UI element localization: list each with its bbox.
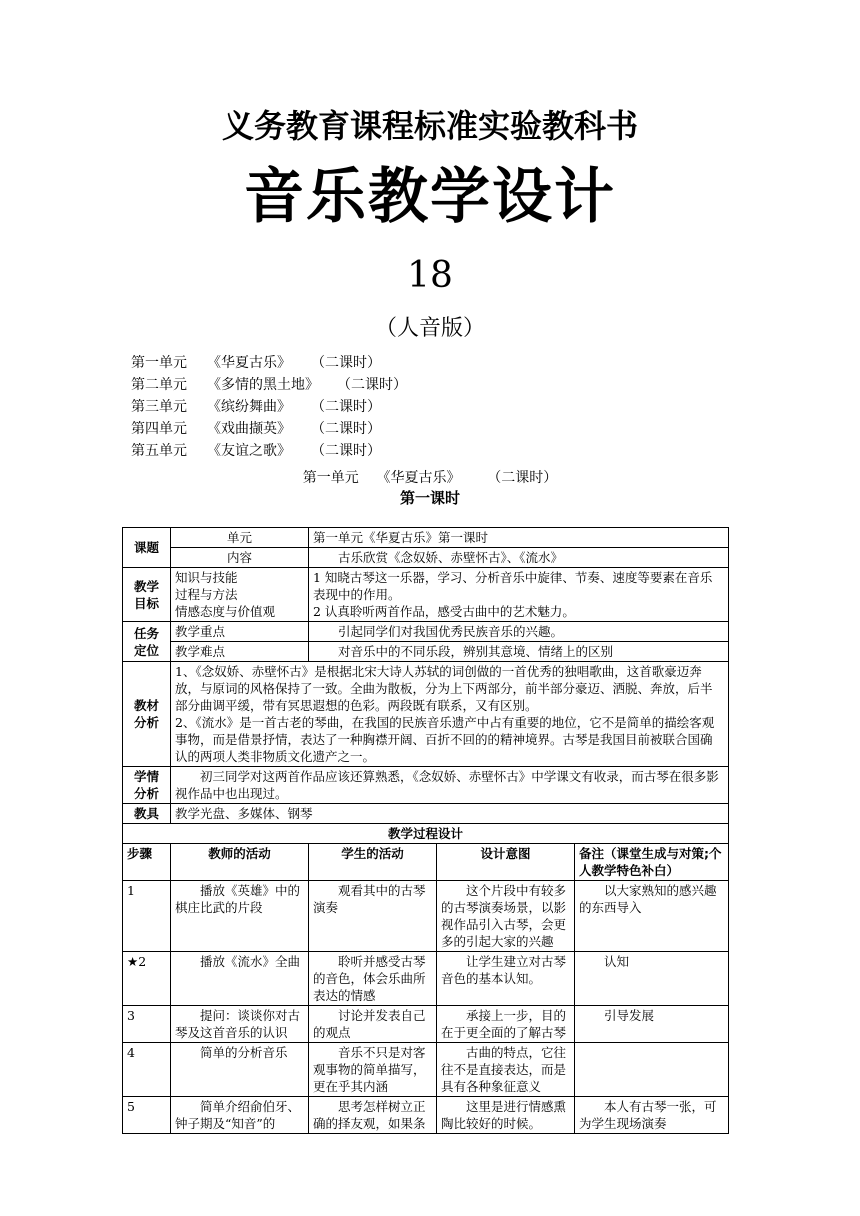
student-activity: 聆听并感受古琴的音色，体会乐曲所表达的情感 xyxy=(309,952,437,1006)
design-intent: 这里是进行情感熏陶比较好的时候。 xyxy=(437,1097,575,1134)
material-label: 教材 分析 xyxy=(123,662,171,767)
section-unit: 第一单元 xyxy=(302,470,359,486)
remark: 本人有古琴一张，可为学生现场演奏 xyxy=(575,1097,729,1134)
student-activity: 讨论并发表自己的观点 xyxy=(309,1006,437,1043)
remark: 引导发展 xyxy=(575,1006,729,1043)
unit-hours: （二课时） xyxy=(311,399,381,415)
unit-hours: （二课时） xyxy=(311,443,381,459)
grade-number: 18 xyxy=(407,255,453,296)
goal-dimension: 情感态度与价值观 xyxy=(175,604,276,619)
key-value: 引起同学们对我国优秀民族音乐的兴趣。 xyxy=(309,622,729,642)
teacher-activity: 简单介绍俞伯牙、钟子期及“知音”的 xyxy=(171,1097,309,1134)
unit-title: 《友谊之歌》 xyxy=(207,443,291,459)
remark xyxy=(575,1043,729,1097)
unit-title: 《多情的黑土地》 xyxy=(207,377,319,393)
unit-entry xyxy=(131,396,407,418)
table-row xyxy=(123,1097,729,1134)
unit-number: 第五单元 xyxy=(131,443,187,459)
book-title: 音乐教学设计 xyxy=(244,162,616,232)
lesson-plan-table xyxy=(122,527,729,1134)
table-row xyxy=(123,1006,729,1043)
material-paragraph: 2、《流水》是一首古老的琴曲，在我国的民族音乐遗产中占有重要的地位，它不是简单的描绘客观事物，而是借景抒情，表达了一种胸襟开阔、百折不回的的精神境界。古琴是我国目前被联合国确认的两项人类非物质文化遗产之一。 xyxy=(175,715,715,764)
topic-label: 课题 xyxy=(123,528,171,568)
tools-value: 教学光盘、多媒体、钢琴 xyxy=(171,804,729,824)
series-title: 义务教育课程标准实验教科书 xyxy=(221,107,638,145)
unit-hours: （二课时） xyxy=(337,377,407,393)
goal-dimension: 知识与技能 xyxy=(175,570,238,585)
process-title: 教学过程设计 xyxy=(123,824,729,844)
table-row xyxy=(123,952,729,1006)
col-header-student: 学生的活动 xyxy=(309,844,437,881)
section-heading xyxy=(0,468,860,488)
unit-entry xyxy=(131,418,407,440)
step-number: 1 xyxy=(123,881,171,952)
section-hours: （二课时） xyxy=(487,470,558,486)
teacher-activity: 播放《流水》全曲 xyxy=(171,952,309,1006)
key-label: 教学重点 xyxy=(171,622,309,642)
goal-item: 1 知晓古琴这一乐器，学习、分析音乐中旋律、节奏、速度等要素在音乐表现中的作用。 xyxy=(313,570,713,602)
step-number: 4 xyxy=(123,1043,171,1097)
table-row xyxy=(123,1043,729,1097)
student-activity: 音乐不只是对客观事物的简单描写，更在乎其内涵 xyxy=(309,1043,437,1097)
lesson-title: 第一课时 xyxy=(399,489,460,507)
edition-label: （人音版） xyxy=(374,316,485,341)
teacher-activity: 提问：谈谈你对古琴及这首音乐的认识 xyxy=(171,1006,309,1043)
unit-entry xyxy=(131,352,407,374)
table-row xyxy=(123,881,729,952)
col-header-intent: 设计意图 xyxy=(437,844,575,881)
unit-entry xyxy=(131,440,407,462)
students-label: 学情 分析 xyxy=(123,767,171,804)
tools-label: 教具 xyxy=(123,804,171,824)
goal-text xyxy=(309,568,729,622)
difficulty-value: 对音乐中的不同乐段，辨别其意境、情绪上的区别 xyxy=(309,642,729,662)
unit-number: 第四单元 xyxy=(131,421,187,437)
goal-dimensions xyxy=(171,568,309,622)
teacher-activity: 简单的分析音乐 xyxy=(171,1043,309,1097)
teacher-activity: 播放《英雄》中的棋庄比武的片段 xyxy=(171,881,309,952)
design-intent: 承接上一步，目的在于更全面的了解古琴 xyxy=(437,1006,575,1043)
design-intent: 这个片段中有较多的古琴演奏场景，以影视作品引入古琴，会更多的引起大家的兴趣 xyxy=(437,881,575,952)
goal-item: 2 认真聆听两首作品，感受古曲中的艺术魅力。 xyxy=(313,604,575,619)
material-paragraph: 1、《念奴娇、赤壁怀古》是根据北宋大诗人苏轼的词创做的一首优秀的独唱歌曲，这首歌豪迈奔放，与原词的风格保持了一致。全曲为散板，分为上下两部分，前半部分豪迈、洒脱、奔放，后半部分曲调平缓，带有冥思遐想的色彩。两段既有联系，又有区别。 xyxy=(175,664,713,713)
task-label: 任务 定位 xyxy=(123,622,171,662)
content-value: 古乐欣赏《念奴娇、赤壁怀古》、《流水》 xyxy=(309,548,729,568)
design-intent: 让学生建立对古琴音色的基本认知。 xyxy=(437,952,575,1006)
unit-title: 《缤纷舞曲》 xyxy=(207,399,291,415)
design-intent: 古曲的特点，它往往不是直接表达，而是具有各种象征意义 xyxy=(437,1043,575,1097)
student-activity: 思考怎样树立正确的择友观，如果条 xyxy=(309,1097,437,1134)
step-number: 5 xyxy=(123,1097,171,1134)
unit-title: 《戏曲撷英》 xyxy=(207,421,291,437)
step-number: 3 xyxy=(123,1006,171,1043)
unit-label: 单元 xyxy=(171,528,309,548)
unit-hours: （二课时） xyxy=(311,355,381,371)
unit-list xyxy=(131,352,407,462)
content-label: 内容 xyxy=(171,548,309,568)
remark: 以大家熟知的感兴趣的东西导入 xyxy=(575,881,729,952)
unit-number: 第二单元 xyxy=(131,377,187,393)
section-title: 《华夏古乐》 xyxy=(376,470,461,486)
step-number: ★2 xyxy=(123,952,171,1006)
col-header-teacher: 教师的活动 xyxy=(171,844,309,881)
student-activity: 观看其中的古琴演奏 xyxy=(309,881,437,952)
material-analysis xyxy=(171,662,729,767)
unit-title: 《华夏古乐》 xyxy=(207,355,291,371)
students-analysis: 初三同学对这两首作品应该还算熟悉，《念奴娇、赤壁怀古》中学课文有收录，而古琴在很多影视作品中也出现过。 xyxy=(171,767,729,804)
unit-entry xyxy=(131,374,407,396)
unit-number: 第一单元 xyxy=(131,355,187,371)
unit-hours: （二课时） xyxy=(311,421,381,437)
goal-dimension: 过程与方法 xyxy=(175,587,238,602)
col-header-note: 备注（课堂生成与对策;个人教学特色补白） xyxy=(575,844,729,881)
col-header-step: 步骤 xyxy=(123,844,171,881)
unit-number: 第三单元 xyxy=(131,399,187,415)
remark: 认知 xyxy=(575,952,729,1006)
unit-value: 第一单元《华夏古乐》第一课时 xyxy=(309,528,729,548)
goals-label: 教学 目标 xyxy=(123,568,171,622)
difficulty-label: 教学难点 xyxy=(171,642,309,662)
